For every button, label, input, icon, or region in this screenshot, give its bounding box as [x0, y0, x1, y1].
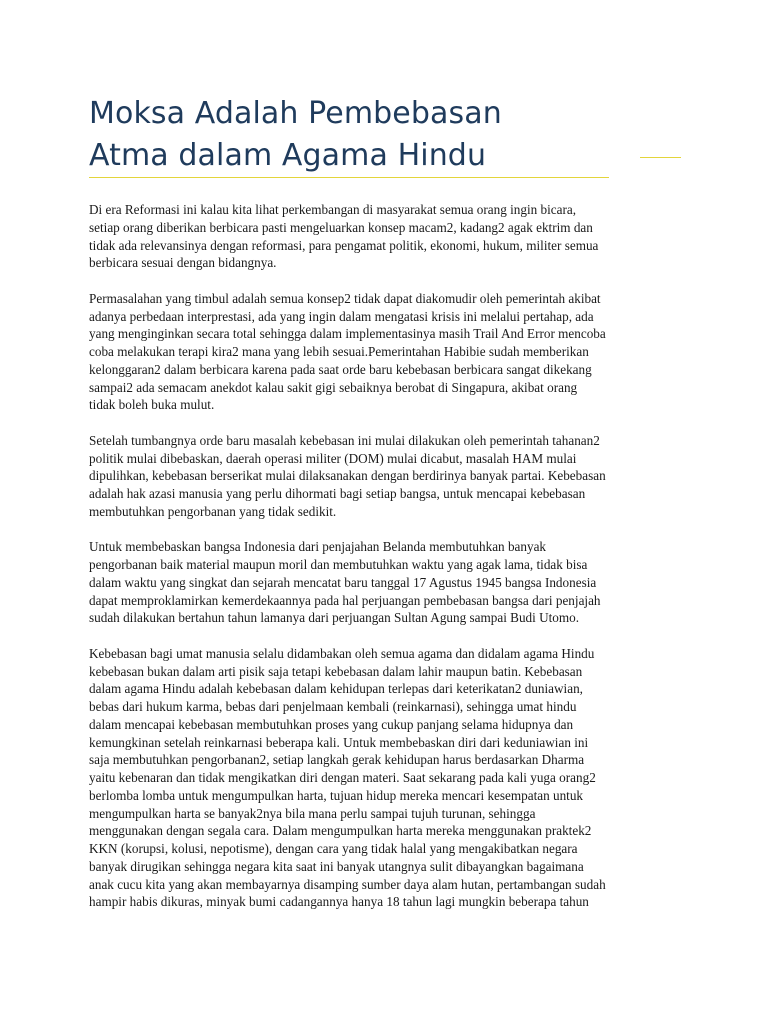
paragraph-line: sudah dilakukan bertahun tahun lamanya dari perjuangan Sultan Agung sampai Budi Utomo. [89, 610, 580, 626]
paragraph-line: Setelah tumbangnya orde baru masalah kebebasan ini mulai dilakukan oleh pemerintah tahanan2 [89, 432, 600, 448]
paragraph-line: coba melakukan terapi kira2 mana yang lebih sesuai.Pemerintahan Habibie sudah memberikan [89, 344, 589, 359]
paragraph-line: tidak boleh buka mulut. [89, 397, 215, 413]
paragraph-line: dalam waktu yang singkat dan sejarah mencatat baru tanggal 17 Agustus 1945 bangsa Indonesia [89, 574, 597, 590]
paragraph-line: hampir habis dikuras, minyak bumi cadangannya hanya 18 tahun lagi mungkin beberapa tahun [89, 894, 589, 910]
paragraph-line: membutuhkan pengorbanan yang tidak sedikit. [89, 503, 337, 519]
paragraph-line: berbicara sesuai dengan bidangnya. [89, 255, 277, 271]
paragraph-line: setiap orang diberikan berbicara pasti mengeluarkan konsep macam2, kadang2 agak ektrim dan [89, 219, 593, 235]
title-line: Moksa Adalah Pembebasan [89, 96, 502, 131]
body-paragraph [89, 201, 685, 272]
title-line: Atma dalam Agama Hindu [89, 138, 487, 173]
paragraph-line: kelonggaran2 dalam berbicara karena pada saat orde baru kebebasan berbicara sangat dikekang [89, 361, 592, 377]
body-paragraph [89, 645, 685, 911]
body-paragraph [89, 290, 685, 414]
paragraph-line: saja membutuhkan pengorbanan2, setiap langkah gerak kehidupan harus berdasarkan Dharma [89, 752, 585, 768]
paragraph-line: kemungkinan setelah reinkarnasi beberapa kali. Untuk membebaskan diri dari keduniawian ini [89, 734, 589, 750]
paragraph-line: pengorbanan baik material maupun moril dan membutuhkan waktu yang agak lama, tidak bisa [89, 557, 588, 572]
paragraph-line: dapat memproklamirkan kemerdekaannya pada hal perjuangan pembebasan bangsa dari penjajah [89, 592, 601, 608]
paragraph-line: menggunakan dengan segala cara. Dalam mengumpulkan harta mereka menggunakan praktek2 [89, 823, 592, 839]
paragraph-line: Permasalahan yang timbul adalah semua konsep2 tidak dapat diakomudir oleh pemerintah akibat [89, 290, 601, 306]
paragraph-line: bebas dari hukum karma, bebas dari penjelmaan kembali (reinkarnasi), sehingga umat hindu [89, 699, 577, 714]
paragraph-line: mengumpulkan harta se banyak2nya bila mana perlu sampai tujuh turunan, sehingga [89, 805, 536, 821]
paragraph-line: Untuk membebaskan bangsa Indonesia dari penjajahan Belanda membutuhkan banyak [89, 539, 547, 555]
paragraph-line: Kebebasan bagi umat manusia selalu didambakan oleh semua agama dan didalam agama Hindu [89, 645, 595, 661]
paragraph-line: adalah hak azasi manusia yang perlu dihormati bagi setiap bangsa, untuk mencapai kebebasan [89, 486, 586, 501]
paragraph-line: yaitu kebenaran dan tidak mengikatkan diri dengan materi. Saat sekarang pada kali yuga orang2 [89, 770, 596, 785]
paragraph-line: berlomba lomba untuk mengumpulkan harta, tujuan hidup mereka mencari kesempatan untuk [89, 787, 584, 803]
title-accent-rule [640, 157, 681, 158]
paragraph-line: anak cucu kita yang akan membayarnya disamping sumber daya alam hutan, pertambangan sudah [89, 876, 606, 892]
page-title [89, 93, 649, 177]
paragraph-line: KKN (korupsi, kolusi, nepotisme), dengan cara yang tidak halal yang mengakibatkan negara [89, 841, 578, 856]
paragraph-line: dalam agama Hindu adalah kebebasan dalam kehidupan terlepas dari keterikatan2 duniawian, [89, 681, 583, 697]
body-paragraph [89, 538, 685, 627]
paragraph-line: sampai2 ada semacam anekdot kalau sakit gigi sebaiknya berobat di Singapura, akibat orang [89, 379, 578, 395]
body-paragraph [89, 432, 685, 521]
paragraph-line: Di era Reformasi ini kalau kita lihat perkembangan di masyarakat semua orang ingin bicara, [89, 202, 577, 217]
paragraph-line: kebebasan bukan dalam arti pisik saja tetapi kebebasan dalam lahir maupun batin. Kebebasan [89, 663, 583, 679]
paragraph-line: banyak dirugikan sehingga negara kita saat ini banyak utangnya sulit dibayangkan bagaimana [89, 858, 584, 874]
paragraph-line: politik mulai dibebaskan, daerah operasi militer (DOM) mulai dicabut, masalah HAM mulai [89, 450, 577, 466]
title-underline-rule [89, 177, 609, 178]
paragraph-line: adanya perbedaan interprestasi, ada yang ingin dalam mengatasi krisis ini melalui pertahap, ada [89, 308, 594, 324]
paragraph-line: yang menginginkan secara total sehingga dalam implementasinya masih Trail And Error mencoba [89, 326, 606, 342]
paragraph-line: tidak ada relevansinya dengan reformasi, para pengamat politik, ekonomi, hukum, militer semua [89, 237, 599, 253]
document-body [89, 201, 685, 929]
paragraph-line: dipulihkan, kebebasan berserikat mulai dilaksanakan dengan berdirinya banyak partai. Kebebasan [89, 468, 606, 484]
paragraph-line: dalam mencapai kebebasan membutuhkan proses yang cukup panjang selama hidupnya dan [89, 716, 574, 732]
